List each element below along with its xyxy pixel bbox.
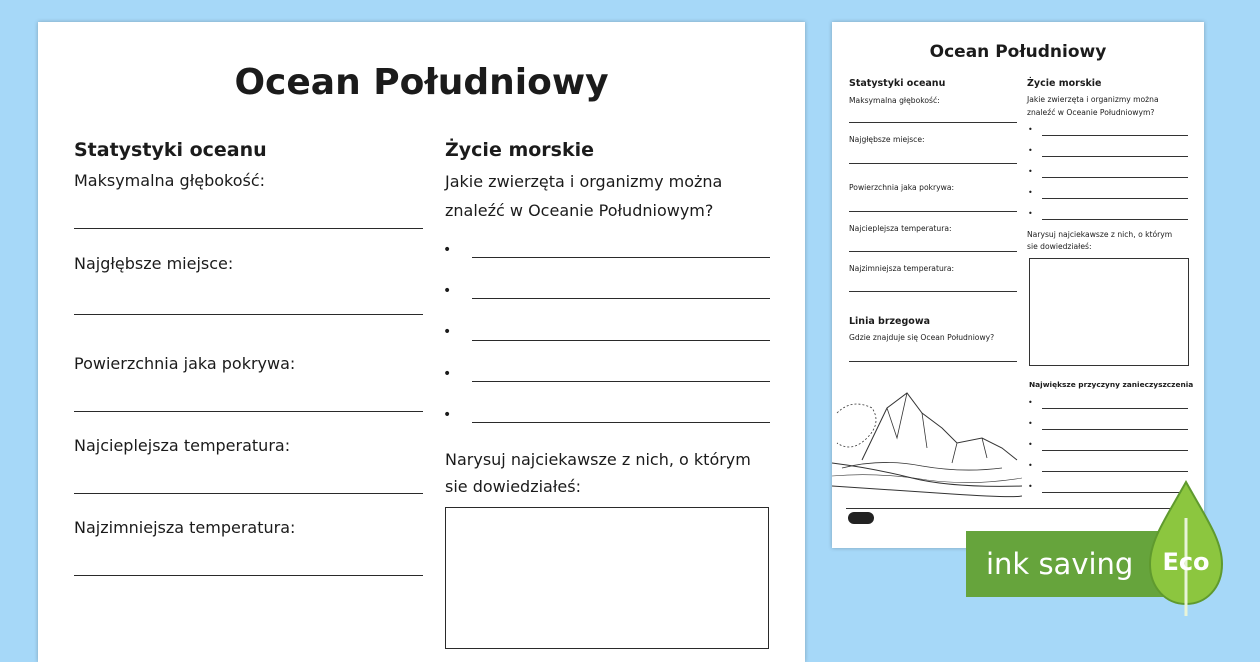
- answer-line-coldest-temp[interactable]: [74, 575, 423, 576]
- bullet: •: [443, 324, 452, 340]
- field-label-warmest-temp: Najcieplejsza temperatura:: [74, 436, 291, 455]
- preview-line: [1042, 198, 1188, 199]
- draw-prompt-line1: Narysuj najciekawsze z nich, o którym: [445, 450, 751, 469]
- preview-line: [849, 251, 1017, 252]
- preview-marine-q2: znaleźć w Oceanie Południowym?: [1027, 108, 1155, 117]
- answer-line-organism[interactable]: [472, 381, 770, 382]
- page-title: Ocean Południowy: [234, 62, 609, 103]
- footer-line: [846, 508, 1190, 509]
- answer-line-organism[interactable]: [472, 257, 770, 258]
- preview-line: [849, 211, 1017, 212]
- iceberg-illustration: [832, 368, 1022, 498]
- brand-logo: [848, 512, 874, 524]
- answer-line-area[interactable]: [74, 411, 423, 412]
- answer-line-max-depth[interactable]: [74, 228, 423, 229]
- preview-line: [1042, 135, 1188, 136]
- preview-title: Ocean Południowy: [929, 42, 1107, 62]
- preview-draw-line2: sie dowiedziałeś:: [1027, 242, 1092, 251]
- preview-bullet: •: [1028, 419, 1033, 428]
- preview-marine-heading: Życie morskie: [1027, 78, 1102, 89]
- preview-field-max-depth: Maksymalna głębokość:: [849, 96, 940, 105]
- preview-bullet: •: [1028, 482, 1033, 491]
- preview-stats-heading: Statystyki oceanu: [849, 78, 946, 89]
- draw-prompt-line2: sie dowiedziałeś:: [445, 477, 581, 496]
- preview-bullet: •: [1028, 146, 1033, 155]
- preview-line: [849, 122, 1017, 123]
- preview-line: [1042, 408, 1188, 409]
- preview-bullet: •: [1028, 125, 1033, 134]
- preview-bullet: •: [1028, 440, 1033, 449]
- answer-line-warmest-temp[interactable]: [74, 493, 423, 494]
- field-label-coldest-temp: Najzimniejsza temperatura:: [74, 518, 296, 537]
- answer-line-organism[interactable]: [472, 298, 770, 299]
- bullet: •: [443, 242, 452, 258]
- preview-line: [1042, 177, 1188, 178]
- preview-field-coldest: Najzimniejsza temperatura:: [849, 264, 955, 273]
- marine-question-line1: Jakie zwierzęta i organizmy można: [445, 172, 723, 191]
- preview-line: [1042, 429, 1188, 430]
- preview-line: [849, 291, 1017, 292]
- eco-label: Eco: [1162, 548, 1210, 576]
- preview-field-deepest: Najgłębsze miejsce:: [849, 135, 925, 144]
- preview-line: [1042, 219, 1188, 220]
- marine-heading: Życie morskie: [445, 139, 595, 161]
- field-label-area: Powierzchnia jaka pokrywa:: [74, 354, 296, 373]
- drawing-box[interactable]: [445, 507, 769, 649]
- preview-draw-line1: Narysuj najciekawsze z nich, o którym: [1027, 230, 1173, 239]
- preview-bullet: •: [1028, 167, 1033, 176]
- preview-drawing-box: [1029, 258, 1189, 366]
- preview-bullet: •: [1028, 461, 1033, 470]
- preview-line: [849, 163, 1017, 164]
- stats-heading: Statystyki oceanu: [74, 139, 267, 161]
- worksheet-large: [38, 22, 805, 662]
- ink-saving-label: ink saving: [986, 547, 1134, 581]
- bullet: •: [443, 407, 452, 423]
- bullet: •: [443, 283, 452, 299]
- answer-line-organism[interactable]: [472, 422, 770, 423]
- field-label-max-depth: Maksymalna głębokość:: [74, 171, 266, 190]
- ink-saving-badge: [966, 531, 1176, 597]
- preview-pollution-heading: Największe przyczyny zanieczyszczenia: [1029, 380, 1194, 389]
- marine-question-line2: znaleźć w Oceanie Południowym?: [445, 201, 714, 220]
- preview-coast-question: Gdzie znajduje się Ocean Południowy?: [849, 333, 995, 342]
- preview-bullet: •: [1028, 398, 1033, 407]
- preview-bullet: •: [1028, 188, 1033, 197]
- preview-line: [1042, 471, 1188, 472]
- preview-coast-heading: Linia brzegowa: [849, 316, 931, 327]
- answer-line-organism[interactable]: [472, 340, 770, 341]
- preview-field-area: Powierzchnia jaka pokrywa:: [849, 183, 955, 192]
- bullet: •: [443, 366, 452, 382]
- field-label-deepest-point: Najgłębsze miejsce:: [74, 254, 234, 273]
- preview-marine-q1: Jakie zwierzęta i organizmy można: [1027, 95, 1159, 104]
- answer-line-deepest-point[interactable]: [74, 314, 423, 315]
- preview-line: [1042, 450, 1188, 451]
- preview-line: [849, 361, 1017, 362]
- preview-field-warmest: Najcieplejsza temperatura:: [849, 224, 952, 233]
- preview-bullet: •: [1028, 209, 1033, 218]
- worksheet-preview: [832, 22, 1204, 548]
- preview-line: [1042, 156, 1188, 157]
